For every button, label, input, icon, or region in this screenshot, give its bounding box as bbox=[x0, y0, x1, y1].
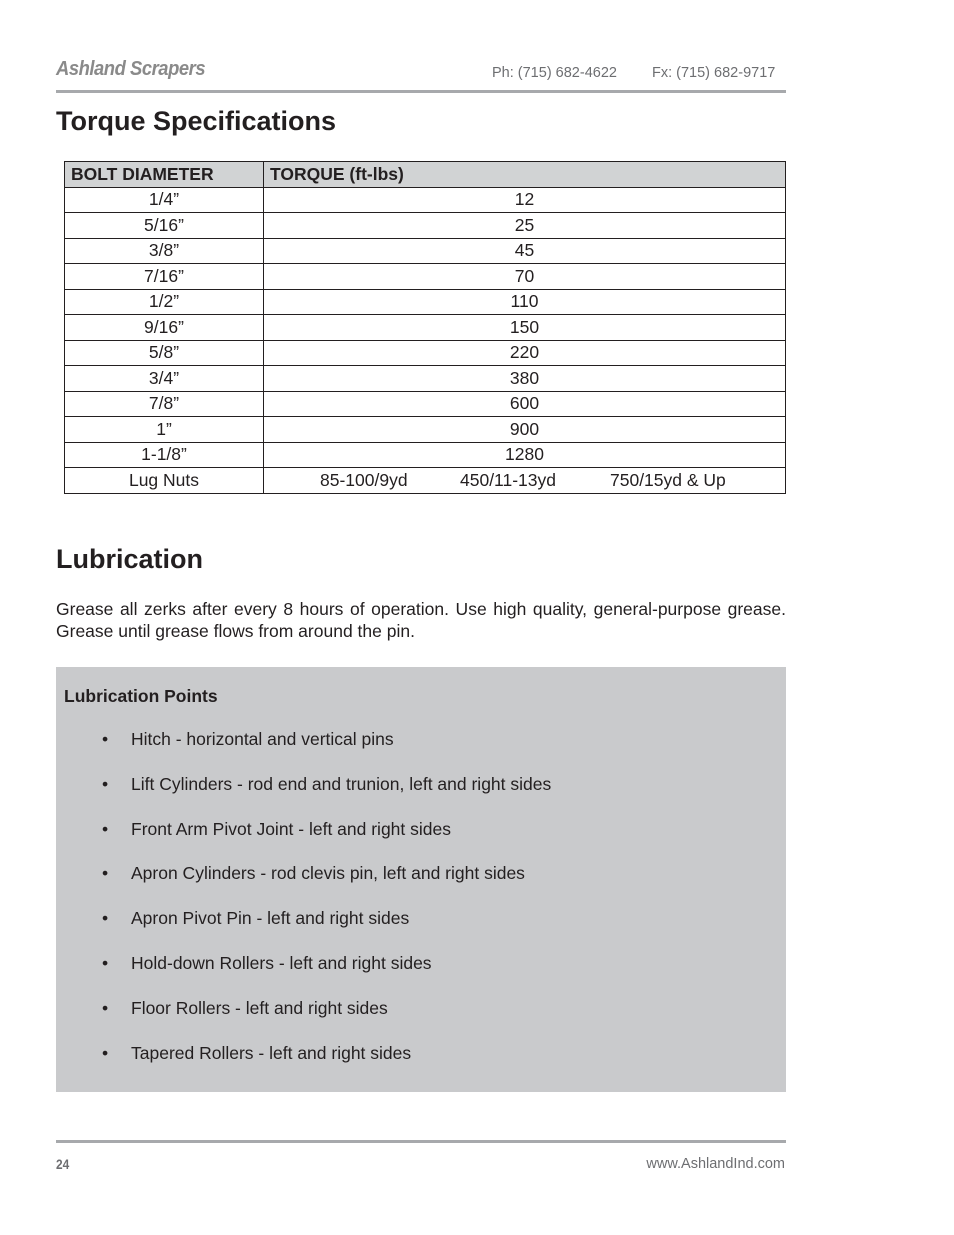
list-item-text: Apron Cylinders - rod clevis pin, left and right sides bbox=[131, 863, 525, 884]
bullet-icon: • bbox=[102, 1042, 109, 1063]
torque-value-cell: 220 bbox=[264, 340, 786, 366]
footer-divider bbox=[56, 1140, 786, 1143]
table-row bbox=[65, 187, 786, 213]
bolt-diameter-cell: 1-1/8” bbox=[65, 442, 264, 468]
torque-value-cell: 110 bbox=[264, 289, 786, 315]
bolt-diameter-cell: 5/8” bbox=[65, 340, 264, 366]
lug-nuts-values bbox=[264, 468, 786, 494]
bullet-icon: • bbox=[102, 773, 109, 794]
lug-nuts-row bbox=[65, 468, 786, 494]
header-divider bbox=[56, 90, 786, 93]
table-row bbox=[65, 289, 786, 315]
table-row bbox=[65, 442, 786, 468]
torque-value-cell: 12 bbox=[264, 187, 786, 213]
list-item-text: Hitch - horizontal and vertical pins bbox=[131, 729, 394, 749]
table-row bbox=[65, 417, 786, 443]
lubrication-paragraph: Grease all zerks after every 8 hours of operation. Use high quality, general-purpose grease. Grease until grease flows from around the pin. bbox=[56, 599, 786, 641]
torque-table bbox=[64, 161, 786, 494]
table-row bbox=[65, 213, 786, 239]
bolt-diameter-cell: 3/4” bbox=[65, 366, 264, 392]
bolt-diameter-cell: 1/4” bbox=[65, 187, 264, 213]
table-row bbox=[65, 315, 786, 341]
torque-value-cell: 45 bbox=[264, 238, 786, 264]
bolt-diameter-cell: 1/2” bbox=[65, 289, 264, 315]
list-item-text: Front Arm Pivot Joint - left and right sides bbox=[131, 818, 451, 839]
bolt-diameter-cell: 5/16” bbox=[65, 213, 264, 239]
table-header-row bbox=[65, 162, 786, 188]
bullet-icon: • bbox=[102, 729, 109, 749]
torque-section-title: Torque Specifications bbox=[56, 106, 337, 136]
bullet-icon: • bbox=[102, 818, 109, 839]
table-row bbox=[65, 366, 786, 392]
lubrication-points-title: Lubrication Points bbox=[64, 686, 218, 706]
table-row bbox=[65, 391, 786, 417]
brand-logo: Ashland Scrapers bbox=[56, 58, 206, 80]
list-item-text: Hold-down Rollers - left and right sides bbox=[131, 952, 432, 973]
torque-value-cell: 600 bbox=[264, 391, 786, 417]
bullet-icon: • bbox=[102, 908, 109, 929]
lubrication-points-box bbox=[56, 667, 786, 1092]
lug-nuts-label: Lug Nuts bbox=[65, 468, 264, 494]
bullet-icon: • bbox=[102, 952, 109, 973]
torque-value-cell: 25 bbox=[264, 213, 786, 239]
column-header-torque: TORQUE (ft-lbs) bbox=[264, 162, 786, 188]
torque-value-cell: 380 bbox=[264, 366, 786, 392]
bolt-diameter-cell: 3/8” bbox=[65, 238, 264, 264]
torque-value-cell: 70 bbox=[264, 264, 786, 290]
lubrication-section-title: Lubrication bbox=[56, 544, 203, 574]
torque-value-cell: 150 bbox=[264, 315, 786, 341]
page-number: 24 bbox=[56, 1156, 70, 1172]
torque-value-cell: 900 bbox=[264, 417, 786, 443]
column-header-bolt-diameter: BOLT DIAMETER bbox=[65, 162, 264, 188]
phone-number: Ph: (715) 682-4622 bbox=[492, 65, 617, 81]
fax-number: Fx: (715) 682-9717 bbox=[652, 65, 776, 81]
bolt-diameter-cell: 7/16” bbox=[65, 264, 264, 290]
lug-nuts-value-11-13yd: 450/11-13yd bbox=[460, 469, 557, 490]
lug-nuts-value-9yd: 85-100/9yd bbox=[320, 469, 408, 490]
list-item-text: Apron Pivot Pin - left and right sides bbox=[131, 908, 410, 929]
torque-value-cell: 1280 bbox=[264, 442, 786, 468]
list-item-text: Tapered Rollers - left and right sides bbox=[131, 1042, 412, 1063]
website-url: www.AshlandInd.com bbox=[646, 1156, 785, 1172]
list-item-text: Floor Rollers - left and right sides bbox=[131, 997, 388, 1018]
bullet-icon: • bbox=[102, 997, 109, 1018]
bolt-diameter-cell: 7/8” bbox=[65, 391, 264, 417]
list-item-text: Lift Cylinders - rod end and trunion, left and right sides bbox=[131, 773, 552, 794]
bullet-icon: • bbox=[102, 863, 109, 884]
bolt-diameter-cell: 1” bbox=[65, 417, 264, 443]
table-row bbox=[65, 340, 786, 366]
table-row bbox=[65, 238, 786, 264]
table-row bbox=[65, 264, 786, 290]
lug-nuts-value-15yd: 750/15yd & Up bbox=[610, 469, 726, 490]
bolt-diameter-cell: 9/16” bbox=[65, 315, 264, 341]
